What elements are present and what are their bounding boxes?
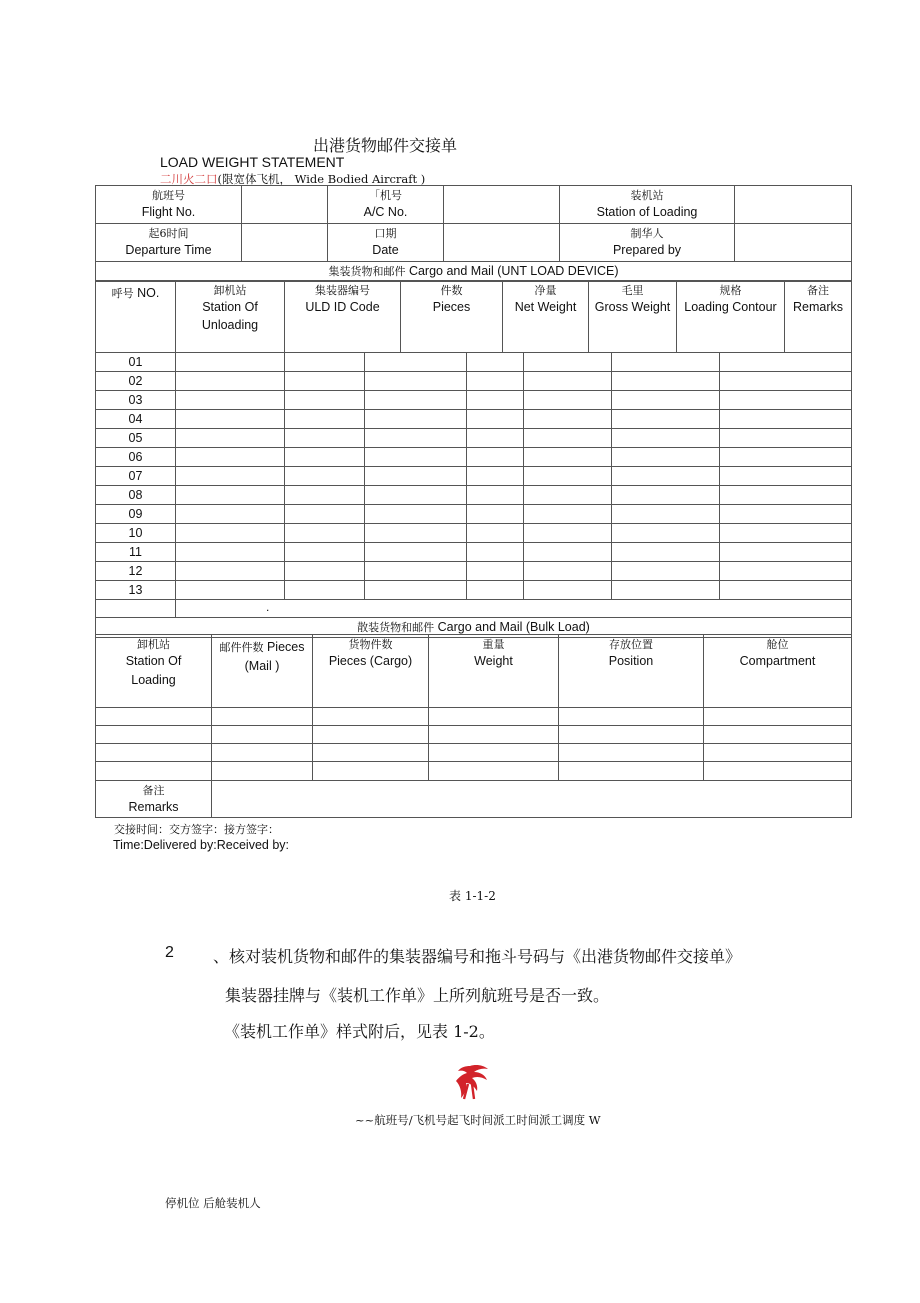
uld-cell[interactable]: [612, 429, 720, 448]
uld-cell[interactable]: [720, 353, 852, 372]
uld-cell[interactable]: [176, 448, 285, 467]
bulk-col-station: 卸机站 Station Of Loading: [96, 635, 212, 708]
uld-cell[interactable]: [285, 524, 365, 543]
bulk-col-weight: 重量 Weight: [429, 635, 559, 708]
bulk-cell[interactable]: [429, 762, 559, 781]
uld-cell[interactable]: [467, 486, 524, 505]
uld-cell[interactable]: [467, 391, 524, 410]
header-table: [95, 185, 852, 282]
uld-cell[interactable]: [467, 543, 524, 562]
uld-row: [96, 429, 852, 448]
bulk-cell[interactable]: [704, 744, 852, 762]
uld-cell[interactable]: [720, 429, 852, 448]
uld-row-number: 10: [96, 524, 176, 543]
station-loading-label: 装机站 Station of Loading: [560, 186, 735, 224]
uld-row: [96, 543, 852, 562]
uld-row: [96, 524, 852, 543]
uld-cell[interactable]: [176, 486, 285, 505]
signature-line-zh: 交接时间：交方签字：接方签字：: [114, 823, 279, 836]
bulk-cell[interactable]: [96, 708, 212, 726]
uld-cell[interactable]: [612, 353, 720, 372]
uld-cell[interactable]: [720, 581, 852, 600]
uld-cell[interactable]: [285, 543, 365, 562]
uld-cell[interactable]: [612, 372, 720, 391]
bulk-col-mail-pieces: 邮件件数 Pieces (Mail ): [212, 635, 313, 708]
bulk-remarks-label: 备注 Remarks: [96, 781, 212, 818]
uld-cell[interactable]: [524, 353, 612, 372]
uld-cell[interactable]: [285, 429, 365, 448]
uld-cell[interactable]: [365, 524, 467, 543]
date-label: 口期 Date: [328, 224, 444, 262]
bulk-cell[interactable]: [704, 708, 852, 726]
paragraph-line-3: 《装机工作单》样式附后，见表 1-2。: [224, 1022, 495, 1041]
uld-cell[interactable]: [720, 391, 852, 410]
paragraph-line-1: 、核对装机货物和邮件的集装器编号和拖斗号码与《出港货物邮件交接单》: [213, 947, 742, 966]
uld-row: [96, 391, 852, 410]
uld-row-number: 04: [96, 410, 176, 429]
uld-cell[interactable]: [524, 543, 612, 562]
paragraph-item-2: [165, 944, 742, 966]
uld-cell[interactable]: [524, 581, 612, 600]
station-loading-value[interactable]: [735, 186, 852, 224]
item-number: 2: [165, 944, 174, 961]
uld-col-station: 卸机站 Station Of Unloading: [176, 281, 285, 353]
uld-cell[interactable]: [612, 524, 720, 543]
bulk-cell[interactable]: [559, 744, 704, 762]
departure-time-label: 起6时间 Departure Time: [96, 224, 242, 262]
document-title-zh: 出港货物邮件交接单: [313, 136, 458, 155]
flight-no-value[interactable]: [242, 186, 328, 224]
uld-cell[interactable]: [365, 353, 467, 372]
uld-cell[interactable]: [524, 448, 612, 467]
uld-cell[interactable]: [285, 562, 365, 581]
uld-row: [96, 467, 852, 486]
uld-cell[interactable]: [285, 372, 365, 391]
uld-cell[interactable]: [285, 486, 365, 505]
signature-line-en: Time:Delivered by:Received by:: [113, 838, 289, 852]
uld-cell[interactable]: [524, 486, 612, 505]
uld-row-number: 07: [96, 467, 176, 486]
uld-cell[interactable]: [285, 467, 365, 486]
uld-cell[interactable]: [524, 372, 612, 391]
bulk-cell[interactable]: [704, 762, 852, 781]
uld-cell[interactable]: [612, 486, 720, 505]
uld-col-contour: 规格 Loading Contour: [677, 281, 785, 353]
uld-row-number: 01: [96, 353, 176, 372]
uld-row: [96, 448, 852, 467]
uld-row-number: 13: [96, 581, 176, 600]
uld-cell[interactable]: [524, 410, 612, 429]
aircraft-type-garbled: 二川火二口: [160, 172, 218, 186]
uld-cell[interactable]: [524, 524, 612, 543]
bulk-cell[interactable]: [96, 762, 212, 781]
uld-cell[interactable]: [365, 543, 467, 562]
uld-cell[interactable]: [524, 505, 612, 524]
uld-cell[interactable]: [467, 429, 524, 448]
bulk-cell[interactable]: [212, 726, 313, 744]
uld-section-title: 集装货物和邮件 Cargo and Mail (UNT LOAD DEVICE): [96, 262, 852, 282]
uld-cell[interactable]: [467, 562, 524, 581]
uld-row-number: 06: [96, 448, 176, 467]
uld-cell[interactable]: [720, 562, 852, 581]
uld-cell[interactable]: [467, 467, 524, 486]
uld-col-uld-id: 集装器编号 ULD ID Code: [285, 281, 401, 353]
bulk-col-position: 存放位置 Position: [559, 635, 704, 708]
uld-row-number: 05: [96, 429, 176, 448]
uld-extra-row[interactable]: .: [176, 600, 852, 618]
uld-col-net-weight: 净量 Net Weight: [503, 281, 589, 353]
uld-cell[interactable]: [720, 505, 852, 524]
bulk-cell[interactable]: [559, 762, 704, 781]
prepared-by-value[interactable]: [735, 224, 852, 262]
uld-row: [96, 410, 852, 429]
uld-cell[interactable]: [612, 448, 720, 467]
bulk-cell[interactable]: [212, 762, 313, 781]
uld-row: [96, 353, 852, 372]
uld-cell[interactable]: [720, 543, 852, 562]
uld-cell[interactable]: [365, 486, 467, 505]
uld-cell[interactable]: [720, 448, 852, 467]
bulk-cell[interactable]: [429, 726, 559, 744]
uld-cell[interactable]: [365, 448, 467, 467]
uld-cell[interactable]: [176, 543, 285, 562]
uld-cell[interactable]: [612, 581, 720, 600]
uld-cell[interactable]: [467, 505, 524, 524]
uld-cell[interactable]: [467, 372, 524, 391]
uld-cell[interactable]: [176, 524, 285, 543]
uld-cell[interactable]: [365, 505, 467, 524]
bulk-cell[interactable]: [704, 726, 852, 744]
work-order-footer: 停机位 后舱装机人: [165, 1196, 261, 1210]
document-title-en: LOAD WEIGHT STATEMENT: [160, 154, 345, 170]
uld-rows-table: [95, 352, 852, 638]
uld-cell[interactable]: [365, 562, 467, 581]
bulk-cell[interactable]: [559, 708, 704, 726]
bulk-col-cargo-pieces: 货物件数 Pieces (Cargo): [313, 635, 429, 708]
ac-no-value[interactable]: [444, 186, 560, 224]
uld-extra-no[interactable]: [96, 600, 176, 618]
bulk-cell[interactable]: [313, 726, 429, 744]
uld-row-number: 11: [96, 543, 176, 562]
uld-row-number: 12: [96, 562, 176, 581]
uld-cell[interactable]: [285, 581, 365, 600]
uld-cell[interactable]: [365, 429, 467, 448]
ac-no-label: 「机号 A/C No.: [328, 186, 444, 224]
uld-cell[interactable]: [467, 353, 524, 372]
bulk-cell[interactable]: [96, 726, 212, 744]
uld-cell[interactable]: [612, 410, 720, 429]
bulk-cell[interactable]: [429, 744, 559, 762]
uld-row: [96, 486, 852, 505]
uld-row: [96, 581, 852, 600]
uld-cell[interactable]: [612, 562, 720, 581]
paragraph-line-2: 集装器挂牌与《装机工作单》上所列航班号是否一致。: [225, 986, 610, 1005]
uld-cell[interactable]: [176, 467, 285, 486]
uld-cell[interactable]: [285, 448, 365, 467]
bulk-remarks-value[interactable]: [212, 781, 852, 818]
work-order-header: ~~航班号/飞机号起飞时间派工时间派工调度 W: [355, 1113, 601, 1127]
departure-time-value[interactable]: [242, 224, 328, 262]
uld-cell[interactable]: [612, 391, 720, 410]
bulk-cell[interactable]: [313, 708, 429, 726]
uld-cell[interactable]: [176, 410, 285, 429]
uld-header-table: [95, 280, 852, 353]
uld-col-pieces: 件数 Pieces: [401, 281, 503, 353]
uld-col-gross-weight: 毛里 Gross Weight: [589, 281, 677, 353]
bulk-cell[interactable]: [313, 762, 429, 781]
uld-cell[interactable]: [720, 410, 852, 429]
uld-cell[interactable]: [365, 372, 467, 391]
bulk-cell[interactable]: [212, 744, 313, 762]
uld-cell[interactable]: [720, 372, 852, 391]
uld-cell[interactable]: [365, 391, 467, 410]
uld-cell[interactable]: [365, 467, 467, 486]
uld-cell[interactable]: [720, 524, 852, 543]
uld-cell[interactable]: [720, 467, 852, 486]
uld-cell[interactable]: [176, 429, 285, 448]
uld-cell[interactable]: [176, 505, 285, 524]
uld-cell[interactable]: [285, 353, 365, 372]
uld-cell[interactable]: [720, 486, 852, 505]
aircraft-type-text: (限宽体飞机， Wide Bodied Aircraft ): [217, 172, 426, 186]
uld-cell[interactable]: [176, 353, 285, 372]
uld-cell[interactable]: [176, 372, 285, 391]
bulk-cell[interactable]: [96, 744, 212, 762]
flight-no-label: 航班号 Flight No.: [96, 186, 242, 224]
bulk-cell[interactable]: [212, 708, 313, 726]
uld-cell[interactable]: [524, 562, 612, 581]
uld-cell[interactable]: [467, 524, 524, 543]
uld-row-number: 08: [96, 486, 176, 505]
uld-cell[interactable]: [365, 410, 467, 429]
uld-cell[interactable]: [612, 467, 720, 486]
uld-cell[interactable]: [524, 391, 612, 410]
bulk-section-title: 散装货物和邮件 Cargo and Mail (Bulk Load): [96, 618, 852, 638]
uld-cell[interactable]: [176, 581, 285, 600]
uld-cell[interactable]: [467, 410, 524, 429]
bulk-table: [95, 634, 852, 818]
uld-cell[interactable]: [612, 543, 720, 562]
date-value[interactable]: [444, 224, 560, 262]
uld-row: [96, 562, 852, 581]
uld-cell[interactable]: [467, 581, 524, 600]
uld-row-number: 02: [96, 372, 176, 391]
uld-cell[interactable]: [285, 410, 365, 429]
uld-col-remarks: 备注 Remarks: [785, 281, 852, 353]
uld-row-number: 09: [96, 505, 176, 524]
bulk-col-compartment: 舱位 Compartment: [704, 635, 852, 708]
prepared-by-label: 制华人 Prepared by: [560, 224, 735, 262]
uld-cell[interactable]: [285, 391, 365, 410]
uld-cell[interactable]: [176, 562, 285, 581]
uld-cell[interactable]: [176, 391, 285, 410]
bulk-cell[interactable]: [313, 744, 429, 762]
air-china-logo-icon: [450, 1063, 492, 1101]
uld-cell[interactable]: [365, 581, 467, 600]
uld-cell[interactable]: [612, 505, 720, 524]
uld-cell[interactable]: [524, 429, 612, 448]
uld-cell[interactable]: [467, 448, 524, 467]
uld-row-number: 03: [96, 391, 176, 410]
uld-cell[interactable]: [524, 467, 612, 486]
uld-row: [96, 372, 852, 391]
bulk-cell[interactable]: [429, 708, 559, 726]
uld-col-no: 呼号 NO.: [96, 281, 176, 353]
table-caption: 表 1-1-2: [449, 889, 496, 903]
uld-row: [96, 505, 852, 524]
bulk-cell[interactable]: [559, 726, 704, 744]
uld-cell[interactable]: [285, 505, 365, 524]
